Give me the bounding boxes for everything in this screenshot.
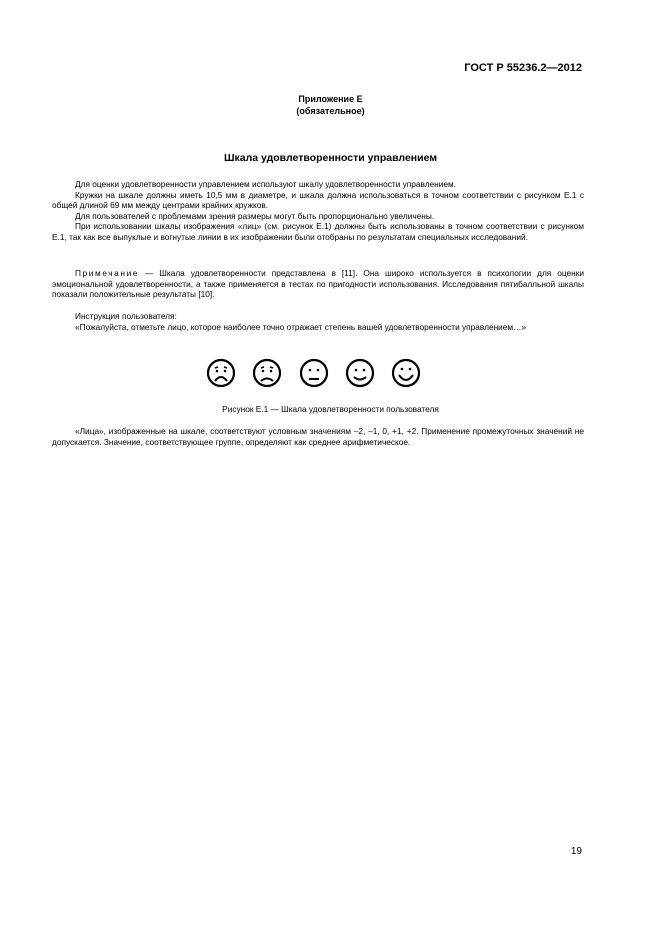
figure-caption: Рисунок Е.1 — Шкала удовлетворенности пользователя [222, 404, 439, 414]
paragraph-4: При использовании шкалы изображения «лиц» (см. рисунок Е.1) должны быть использованы в точном соответствии с рисунком Е.1, так как все выпуклые и вогнутые линии в их изображении были отобраны по результатам специальных исследований. [52, 221, 584, 242]
note-label: Примечание [75, 268, 140, 278]
annex-title: Приложение Е [298, 94, 363, 104]
instruction-block [52, 311, 584, 332]
neutral-face-icon [301, 360, 327, 386]
page-number: 19 [570, 846, 582, 857]
big-smile-face-icon [393, 360, 419, 386]
very-sad-face-icon [208, 360, 234, 386]
satisfaction-faces-figure [206, 356, 426, 390]
smile-face-icon [347, 360, 373, 386]
final-paragraph: «Лица», изображенные на шкале, соответствуют условным значениям –2, –1, 0, +1, +2. Применение промежуточных значений не допускается. Значение, соответствующее группе, определяют как среднее арифметическое. [52, 426, 584, 447]
section-title: Шкала удовлетворенности управлением [223, 152, 438, 164]
instruction-text: «Пожалуйста, отметьте лицо, которое наиболее точно отражает степень вашей удовлетворенности управлением…» [75, 321, 527, 332]
paragraph-2: Кружки на шкале должны иметь 10,5 мм в диаметре, и шкала должна использоваться в точном соответствии с рисунком Е.1 с общей длиной 69 мм между центрами крайних кружков. [52, 189, 584, 211]
intro-paragraphs [52, 179, 584, 243]
paragraph-3: Для пользователей с проблемами зрения размеры могут быть пропорционально увеличены. [75, 210, 435, 221]
annex-heading [0, 93, 661, 117]
instruction-label: Инструкция пользователя: [75, 311, 177, 321]
sad-face-icon [254, 360, 280, 386]
note-block [52, 268, 584, 300]
note-text: — Шкала удовлетворенности представлена в [11]. Она широко используется в психологии для оценки эмоциональной удовлетворенности, а также применяется в тестах по пригодности использования. Исследования пятибалльной шкалы показали положительные результаты [10]. [52, 268, 584, 300]
standard-code: ГОСТ Р 55236.2—2012 [464, 62, 582, 74]
paragraph-1: Для оценки удовлетворенности управлением используют шкалу удовлетворенности управлением. [75, 179, 457, 189]
annex-status: (обязательное) [296, 106, 365, 116]
